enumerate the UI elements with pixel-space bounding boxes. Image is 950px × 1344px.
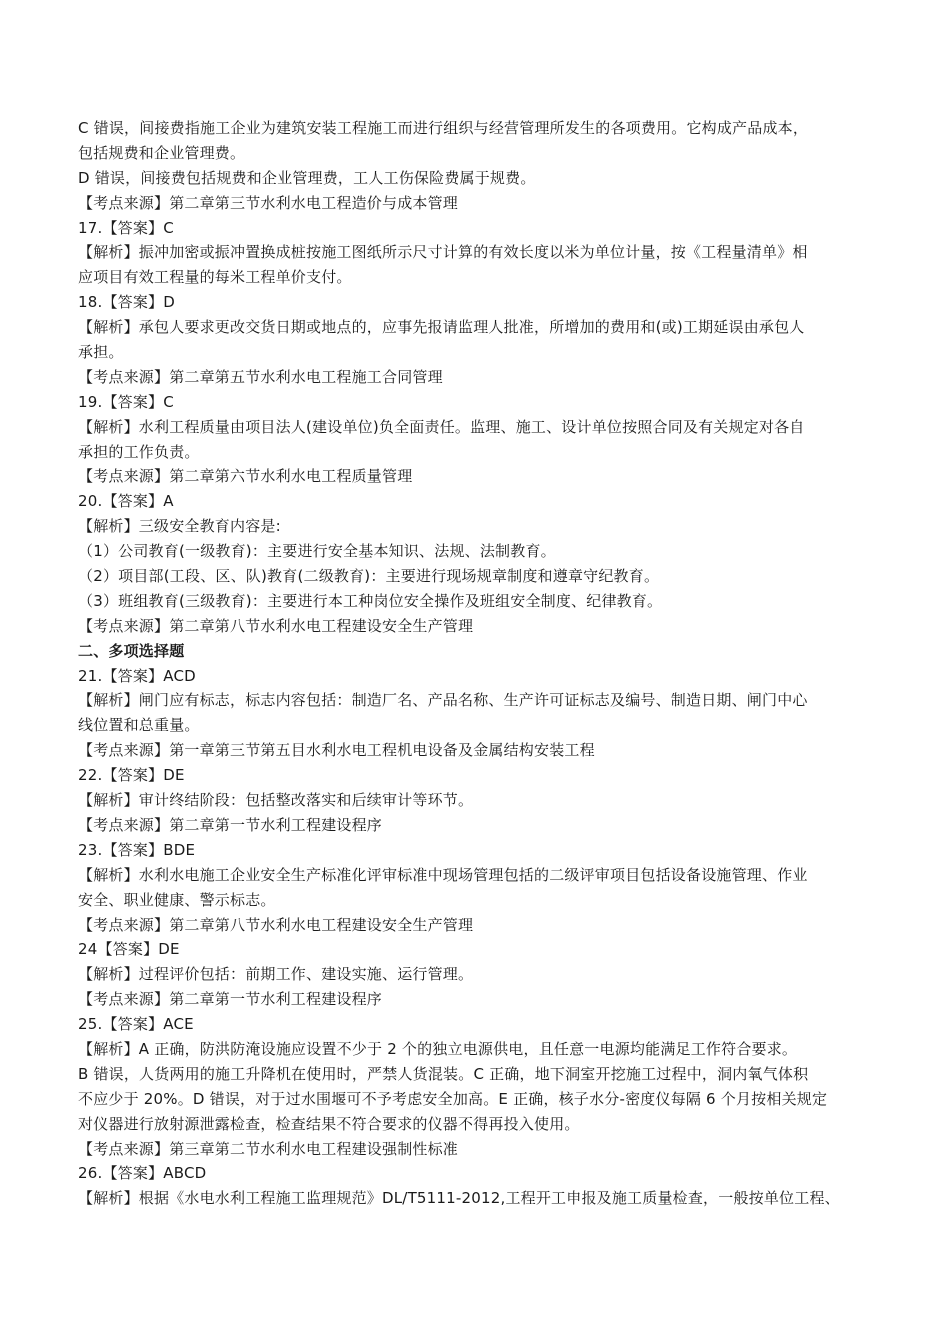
text-line: 【解析】三级安全教育内容是: — [78, 517, 281, 536]
text-line: 【考点来源】第二章第八节水利水电工程建设安全生产管理 — [78, 616, 474, 635]
text-line: 21.【答案】ACD — [78, 666, 196, 685]
section-heading: 二、多项选择题 — [78, 641, 185, 660]
text-line: 【考点来源】第二章第三节水利水电工程造价与成本管理 — [78, 193, 459, 212]
text-line: 【考点来源】第二章第六节水利水电工程质量管理 — [78, 467, 413, 486]
text-line: 不应少于 20%。D 错误，对于过水围堰可不予考虑安全加高。E 正确，核子水分-密度仪每隔 6 个月按相关规定 — [78, 1089, 828, 1108]
text-line: 承担。 — [78, 343, 124, 362]
text-line: C 错误，间接费指施工企业为建筑安装工程施工而进行组织与经营管理所发生的各项费用。它构成产品成本， — [78, 119, 809, 137]
text-line: 【解析】承包人要求更改交货日期或地点的，应事先报请监理人批准，所增加的费用和(或)工期延误由承包人 — [78, 318, 805, 337]
text-line: 【解析】A 正确，防洪防淹设施应设置不少于 2 个的独立电源供电，且任意一电源均能满足工作符合要求。 — [78, 1039, 798, 1058]
text-line: 应项目有效工程量的每米工程单价支付。 — [78, 268, 352, 287]
text-line: 【解析】水利水电施工企业安全生产标准化评审标准中现场管理包括的二级评审项目包括设备设施管理、作业 — [78, 865, 808, 884]
text-line: 【解析】振冲加密或振冲置换成桩按施工图纸所示尺寸计算的有效长度以米为单位计量，按《工程量清单》相 — [78, 243, 808, 262]
text-line: （3）班组教育(三级教育)：主要进行本工种岗位安全操作及班组安全制度、纪律教育。 — [78, 591, 663, 610]
text-line: （2）项目部(工段、区、队)教育(二级教育)：主要进行现场规章制度和遵章守纪教育。 — [78, 567, 660, 586]
text-line: 18.【答案】D — [78, 293, 176, 312]
text-line: 17.【答案】C — [78, 218, 174, 237]
text-line: 【解析】根据《水电水利工程施工监理规范》DL/T5111-2012,工程开工申报及施工质量检查，一般按单位工程、 — [78, 1189, 840, 1208]
text-line: 【考点来源】第二章第一节水利工程建设程序 — [78, 815, 383, 834]
text-line: 【考点来源】第二章第一节水利工程建设程序 — [78, 990, 383, 1009]
text-line: 包括规费和企业管理费。 — [78, 143, 246, 162]
text-line: 20.【答案】A — [78, 492, 174, 511]
text-line: （1）公司教育(一级教育)：主要进行安全基本知识、法规、法制教育。 — [78, 542, 556, 561]
text-line: 【考点来源】第三章第二节水利水电工程建设强制性标准 — [78, 1139, 459, 1158]
text-line: 承担的工作负责。 — [78, 442, 200, 461]
text-line: 24【答案】DE — [78, 940, 180, 959]
text-line: 安全、职业健康、警示标志。 — [78, 890, 276, 909]
text-line: 线位置和总重量。 — [78, 716, 200, 735]
text-line: 【考点来源】第一章第三节第五目水利水电工程机电设备及金属结构安装工程 — [78, 741, 595, 760]
text-line: 【考点来源】第二章第八节水利水电工程建设安全生产管理 — [78, 915, 474, 934]
text-line: 对仪器进行放射源泄露检查，检查结果不符合要求的仪器不得再投入使用。 — [78, 1114, 580, 1133]
text-line: B 错误，人货两用的施工升降机在使用时，严禁人货混装。C 正确，地下洞室开挖施工过程中，洞内氧气体积 — [78, 1064, 809, 1083]
text-line: 26.【答案】ABCD — [78, 1164, 207, 1183]
text-line: 【解析】审计终结阶段：包括整改落实和后续审计等环节。 — [78, 791, 474, 810]
text-line: 25.【答案】ACE — [78, 1015, 194, 1034]
text-line: 【解析】水利工程质量由项目法人(建设单位)负全面责任。监理、施工、设计单位按照合同及有关规定对各自 — [78, 417, 805, 436]
text-line: D 错误，间接费包括规费和企业管理费，工人工伤保险费属于规费。 — [78, 168, 536, 187]
text-line: 【解析】过程评价包括：前期工作、建设实施、运行管理。 — [78, 965, 474, 984]
text-line: 19.【答案】C — [78, 392, 174, 411]
text-line: 【解析】闸门应有标志，标志内容包括：制造厂名、产品名称、生产许可证标志及编号、制造日期、闸门中心 — [78, 691, 808, 710]
text-line: 22.【答案】DE — [78, 766, 185, 785]
text-line: 【考点来源】第二章第五节水利水电工程施工合同管理 — [78, 367, 443, 386]
document-page — [78, 116, 884, 1211]
text-line: 23.【答案】BDE — [78, 840, 196, 859]
